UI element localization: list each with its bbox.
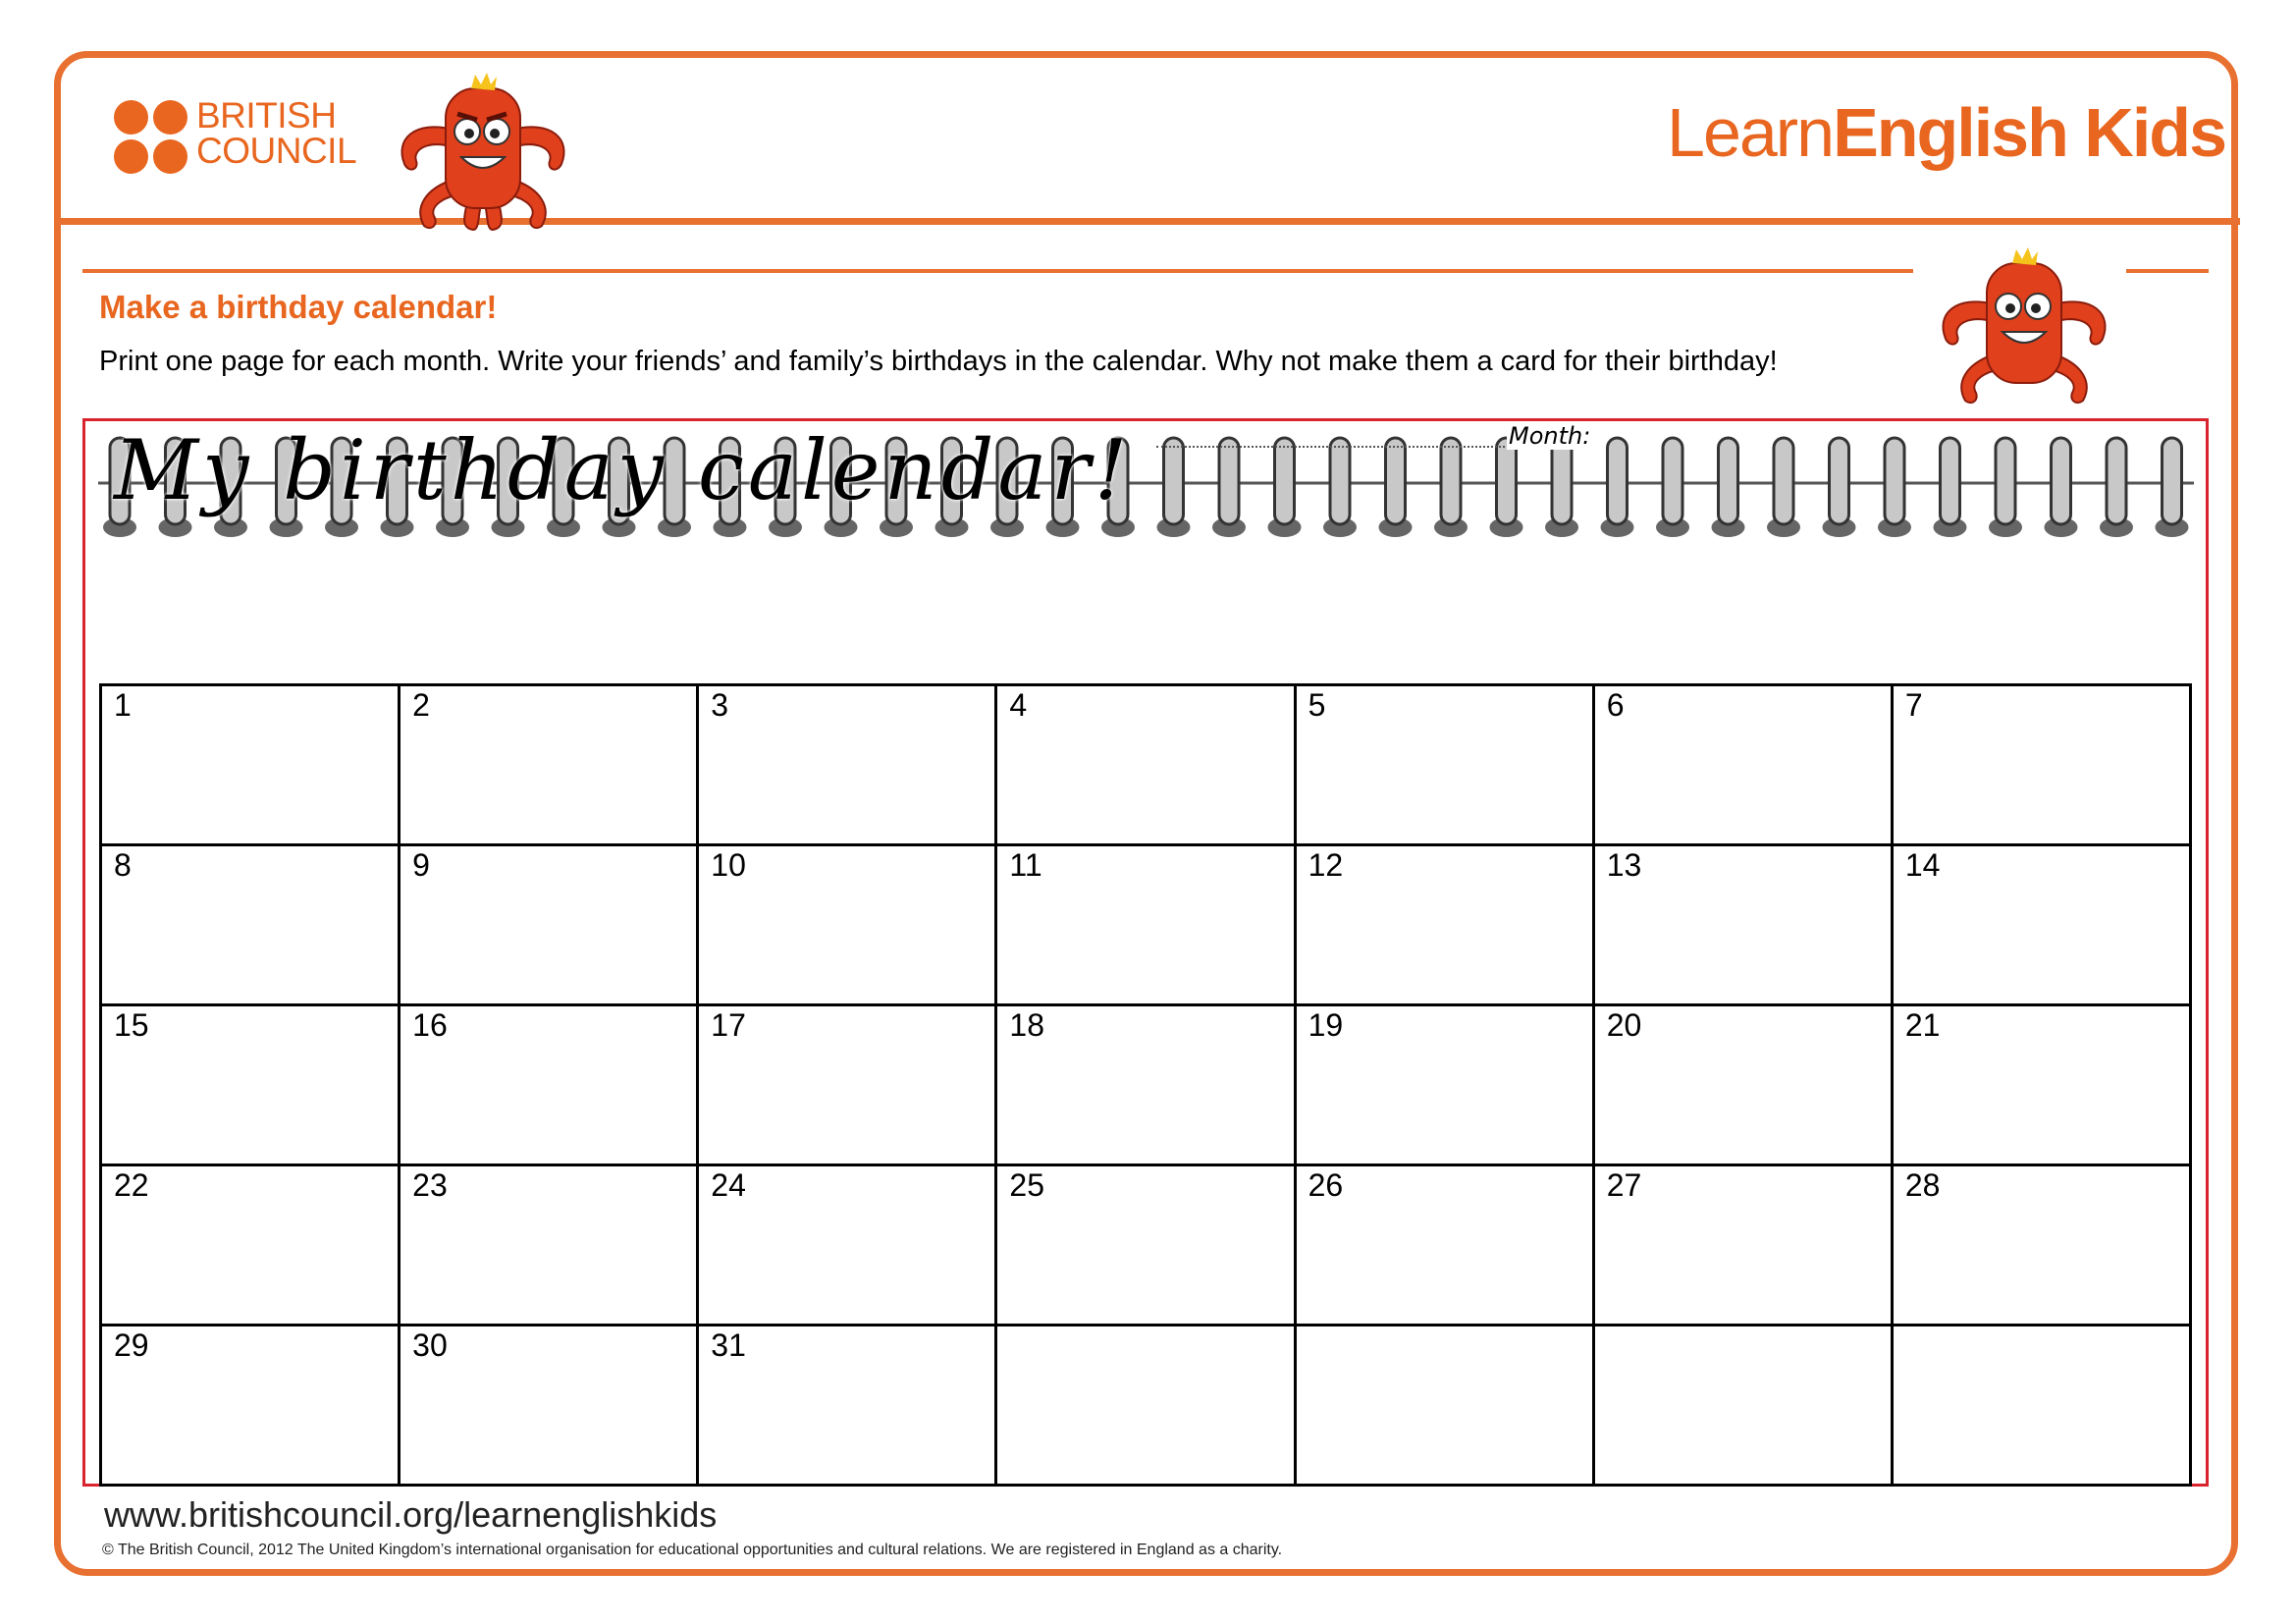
- calendar-day-cell[interactable]: [698, 1165, 996, 1326]
- calendar-week-row: [101, 1005, 2191, 1165]
- calendar-day-cell[interactable]: [101, 845, 400, 1005]
- learn-english-kids-logo: [1667, 93, 2225, 172]
- calendar-week-row: [101, 1326, 2191, 1486]
- calendar-day-cell[interactable]: [698, 685, 996, 845]
- calendar-day-cell[interactable]: [996, 1326, 1295, 1486]
- calendar-day-cell[interactable]: [1295, 685, 1593, 845]
- activity-divider: [82, 269, 1913, 273]
- calendar-day-cell[interactable]: [1295, 1165, 1593, 1326]
- calendar-day-cell[interactable]: [101, 1005, 400, 1165]
- activity-title: Make a birthday calendar!: [99, 289, 498, 325]
- day-number: 10: [711, 847, 746, 883]
- day-number: 7: [1904, 687, 1923, 723]
- day-number: 28: [1904, 1167, 1941, 1203]
- day-number: 17: [711, 1007, 746, 1043]
- logo-learn: Learn: [1667, 94, 1834, 171]
- day-number: 9: [412, 847, 430, 883]
- calendar-day-cell[interactable]: [400, 1326, 698, 1486]
- day-number: [1297, 1326, 1592, 1329]
- day-number: 6: [1606, 687, 1625, 723]
- day-number: 26: [1308, 1167, 1344, 1203]
- logo-english-kids: English Kids: [1833, 94, 2225, 171]
- calendar-day-cell[interactable]: [400, 685, 698, 845]
- calendar-day-cell[interactable]: [996, 1005, 1295, 1165]
- day-number: 23: [412, 1167, 448, 1203]
- calendar-day-cell[interactable]: [400, 845, 698, 1005]
- day-number: 22: [114, 1167, 149, 1203]
- day-number: 18: [1009, 1007, 1045, 1043]
- calendar-day-cell[interactable]: [1593, 1326, 1892, 1486]
- day-number: 21: [1904, 1007, 1941, 1043]
- day-number: 13: [1606, 847, 1642, 883]
- calendar-day-cell[interactable]: [1593, 845, 1892, 1005]
- calendar-day-cell[interactable]: [101, 1326, 400, 1486]
- calendar-week-row: [101, 1165, 2191, 1326]
- day-number: 20: [1606, 1007, 1642, 1043]
- calendar-day-cell[interactable]: [400, 1165, 698, 1326]
- day-number: 19: [1308, 1007, 1344, 1043]
- day-number: 1: [114, 687, 132, 723]
- day-number: [1595, 1326, 1891, 1329]
- calendar-day-cell[interactable]: [101, 685, 400, 845]
- british-council-dots-icon: [114, 100, 188, 175]
- calendar-day-cell[interactable]: [1593, 1165, 1892, 1326]
- day-number: 30: [412, 1327, 448, 1363]
- calendar-day-cell[interactable]: [1892, 1165, 2190, 1326]
- day-number: 14: [1904, 847, 1941, 883]
- day-number: 24: [711, 1167, 746, 1203]
- calendar-day-cell[interactable]: [698, 1326, 996, 1486]
- calendar-day-cell[interactable]: [1892, 1005, 2190, 1165]
- calendar-day-cell[interactable]: [698, 845, 996, 1005]
- calendar-day-cell[interactable]: [1892, 845, 2190, 1005]
- day-number: 12: [1308, 847, 1344, 883]
- calendar-day-cell[interactable]: [101, 1165, 400, 1326]
- day-number: 27: [1606, 1167, 1642, 1203]
- day-number: 2: [412, 687, 430, 723]
- british-council-line2: COUNCIL: [196, 131, 357, 171]
- calendar-day-cell[interactable]: [400, 1005, 698, 1165]
- calendar-day-cell[interactable]: [698, 1005, 996, 1165]
- calendar-day-cell[interactable]: [1295, 845, 1593, 1005]
- day-number: 11: [1009, 847, 1042, 883]
- calendar-day-cell[interactable]: [1295, 1326, 1593, 1486]
- day-number: 29: [114, 1327, 149, 1363]
- activity-description: Print one page for each month. Write your friends’ and family’s birthdays in the calendar. Why not make them a card for their birthday!: [99, 346, 1778, 377]
- calendar-day-cell[interactable]: [1593, 685, 1892, 845]
- monster-mascot-side-icon: [1926, 245, 2122, 408]
- day-number: 3: [711, 687, 729, 723]
- day-number: [997, 1326, 1293, 1329]
- day-number: 15: [114, 1007, 149, 1043]
- activity-divider-right: [2126, 269, 2209, 273]
- british-council-logo: [114, 95, 369, 177]
- calendar-week-row: [101, 685, 2191, 845]
- day-number: [1894, 1326, 2189, 1329]
- british-council-wordmark: [196, 95, 357, 171]
- calendar-grid: [99, 683, 2192, 1487]
- day-number: 4: [1009, 687, 1028, 723]
- calendar-day-cell[interactable]: [996, 1165, 1295, 1326]
- day-number: 25: [1009, 1167, 1045, 1203]
- month-label: Month:: [1509, 422, 1591, 450]
- footer-copyright: © The British Council, 2012 The United Kingdom’s international organisation for educational opportunities and cultural relations. We are registered in England as a charity.: [102, 1542, 1283, 1558]
- day-number: 8: [114, 847, 132, 883]
- calendar-day-cell[interactable]: [1593, 1005, 1892, 1165]
- british-council-line1: BRITISH: [196, 95, 337, 135]
- month-dotted-line: [1156, 446, 1505, 448]
- calendar-day-cell[interactable]: [1295, 1005, 1593, 1165]
- footer-url[interactable]: www.britishcouncil.org/learnenglishkids: [104, 1494, 718, 1535]
- calendar-day-cell[interactable]: [1892, 1326, 2190, 1486]
- calendar-week-row: [101, 845, 2191, 1005]
- day-number: 5: [1308, 687, 1326, 723]
- day-number: 31: [711, 1327, 746, 1363]
- calendar-day-cell[interactable]: [996, 845, 1295, 1005]
- calendar-day-cell[interactable]: [996, 685, 1295, 845]
- day-number: 16: [412, 1007, 448, 1043]
- monster-mascot-icon: [385, 71, 581, 234]
- calendar-title: My birthday calendar!: [114, 422, 1132, 518]
- calendar-day-cell[interactable]: [1892, 685, 2190, 845]
